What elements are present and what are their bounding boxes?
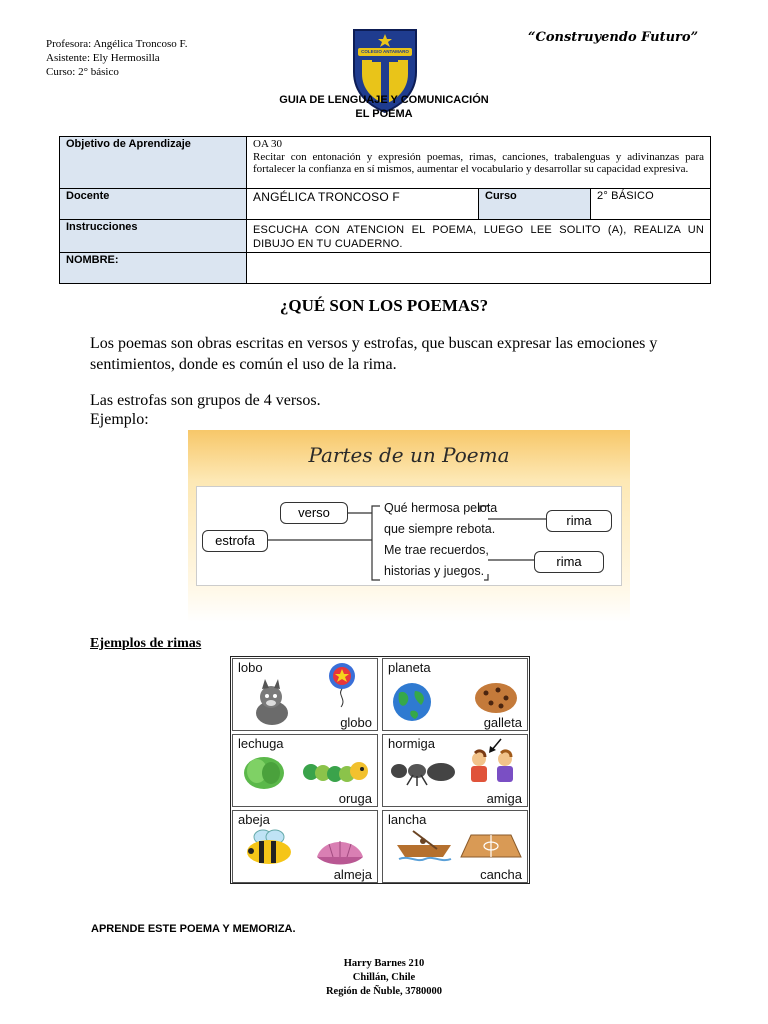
course-line: Curso: 2° básico xyxy=(46,66,119,78)
rhymes-title: Ejemplos de rimas xyxy=(90,636,202,651)
rhyme-word: lechuga xyxy=(238,736,284,751)
page-title: GUIA DE LENGUAJE Y COMUNICACIÓN xyxy=(279,94,489,106)
rhyme-word: globo xyxy=(340,715,372,730)
name-field[interactable] xyxy=(247,253,711,284)
rhyme-card-lechuga xyxy=(232,734,378,807)
cookie-icon xyxy=(473,681,519,715)
name-row xyxy=(60,253,711,284)
rhyme-word: planeta xyxy=(388,660,431,675)
caterpillar-icon xyxy=(301,759,369,785)
rhyme-word: amiga xyxy=(486,791,522,806)
wolf-icon xyxy=(247,677,297,727)
memorize-instruction: APRENDE ESTE POEMA Y MEMORIZA. xyxy=(91,923,296,935)
objective-label: Objetivo de Aprendizaje xyxy=(60,137,247,189)
objective-cell xyxy=(247,137,711,189)
motto: “Construyendo Futuro” xyxy=(528,30,699,45)
rhyme-card-planeta xyxy=(382,658,528,731)
arrow-icon xyxy=(487,737,503,755)
section-heading: ¿QUÉ SON LOS POEMAS? xyxy=(279,296,489,315)
planet-icon xyxy=(387,679,437,725)
court-icon xyxy=(459,831,523,859)
rhyme-word: galleta xyxy=(483,715,522,730)
address-line-2: Chillán, Chile xyxy=(352,972,416,983)
diagram-title: Partes de un Poema xyxy=(308,443,510,467)
rhyme-word: hormiga xyxy=(388,736,435,751)
docente-label: Docente xyxy=(60,189,247,220)
poem-line-2: que siempre rebota. xyxy=(384,522,496,536)
rima-box-2: rima xyxy=(534,551,604,573)
intro-paragraph: Los poemas son obras escritas en versos y estrofas, que buscan expresar las emociones y sentimientos, donde es común el uso de la rima. xyxy=(90,335,658,373)
poem-line-3: Me trae recuerdos, xyxy=(384,543,489,557)
assistant-line: Asistente: Ely Hermosilla xyxy=(46,52,160,64)
rhyme-word: cancha xyxy=(480,867,522,882)
rima-box-1: rima xyxy=(546,510,612,532)
balloon-icon xyxy=(325,661,359,709)
estrofa-box: estrofa xyxy=(202,530,268,552)
rhyme-word: lobo xyxy=(238,660,263,675)
friends-icon xyxy=(461,749,525,789)
instructions-value: ESCUCHA CON ATENCION EL POEMA, LUEGO LEE SOLITO (A), REALIZA UN DIBUJO EN TU CUADERNO. xyxy=(247,220,711,253)
ant-icon xyxy=(387,757,461,787)
info-table xyxy=(59,136,711,284)
rhyme-card-hormiga xyxy=(382,734,528,807)
rhyme-card-lobo xyxy=(232,658,378,731)
bee-icon xyxy=(239,827,303,867)
poem-line-1: Qué hermosa pelota xyxy=(384,501,498,515)
instructions-label: Instrucciones xyxy=(60,220,247,253)
logo-text: COLEGIO ANTAMARO xyxy=(361,49,409,54)
instructions-row xyxy=(60,220,711,253)
boat-icon xyxy=(393,829,455,865)
address-line-1: Harry Barnes 210 xyxy=(343,958,425,969)
curso-label: Curso xyxy=(479,189,591,220)
poem-parts-diagram xyxy=(188,430,630,622)
verso-box: verso xyxy=(280,502,348,524)
example-label: Ejemplo: xyxy=(90,411,149,428)
rhyme-word: lancha xyxy=(388,812,427,827)
address-line-3: Región de Ñuble, 3780000 xyxy=(325,986,443,997)
rhyme-card-lancha xyxy=(382,810,528,883)
stanza-paragraph: Las estrofas son grupos de 4 versos. xyxy=(90,392,321,409)
rhyme-word: oruga xyxy=(338,791,372,806)
objective-row xyxy=(60,137,711,189)
docente-value: ANGÉLICA TRONCOSO F xyxy=(247,189,479,220)
clam-icon xyxy=(313,835,367,869)
rhyme-word: abeja xyxy=(238,812,270,827)
curso-value: 2° BÁSICO xyxy=(591,189,711,220)
objective-text: Recitar con entonación y expresión poemas, rimas, canciones, trabalenguas y adivinanzas para fortalecer la confianza en sí mismos, aumentar el vocabulario y desarrollar su capacidad expresiva. xyxy=(253,150,705,175)
page-subtitle: EL POEMA xyxy=(355,108,413,120)
lettuce-icon xyxy=(239,753,289,791)
teacher-line: Profesora: Angélica Troncoso F. xyxy=(46,38,188,50)
objective-code: OA 30 xyxy=(253,138,283,150)
rhyme-card-abeja xyxy=(232,810,378,883)
rhymes-grid xyxy=(230,656,530,884)
name-label: NOMBRE: xyxy=(60,253,247,284)
poem-line-4: historias y juegos. xyxy=(384,564,485,578)
rhyme-word: almeja xyxy=(333,867,372,882)
teacher-row xyxy=(60,189,711,220)
